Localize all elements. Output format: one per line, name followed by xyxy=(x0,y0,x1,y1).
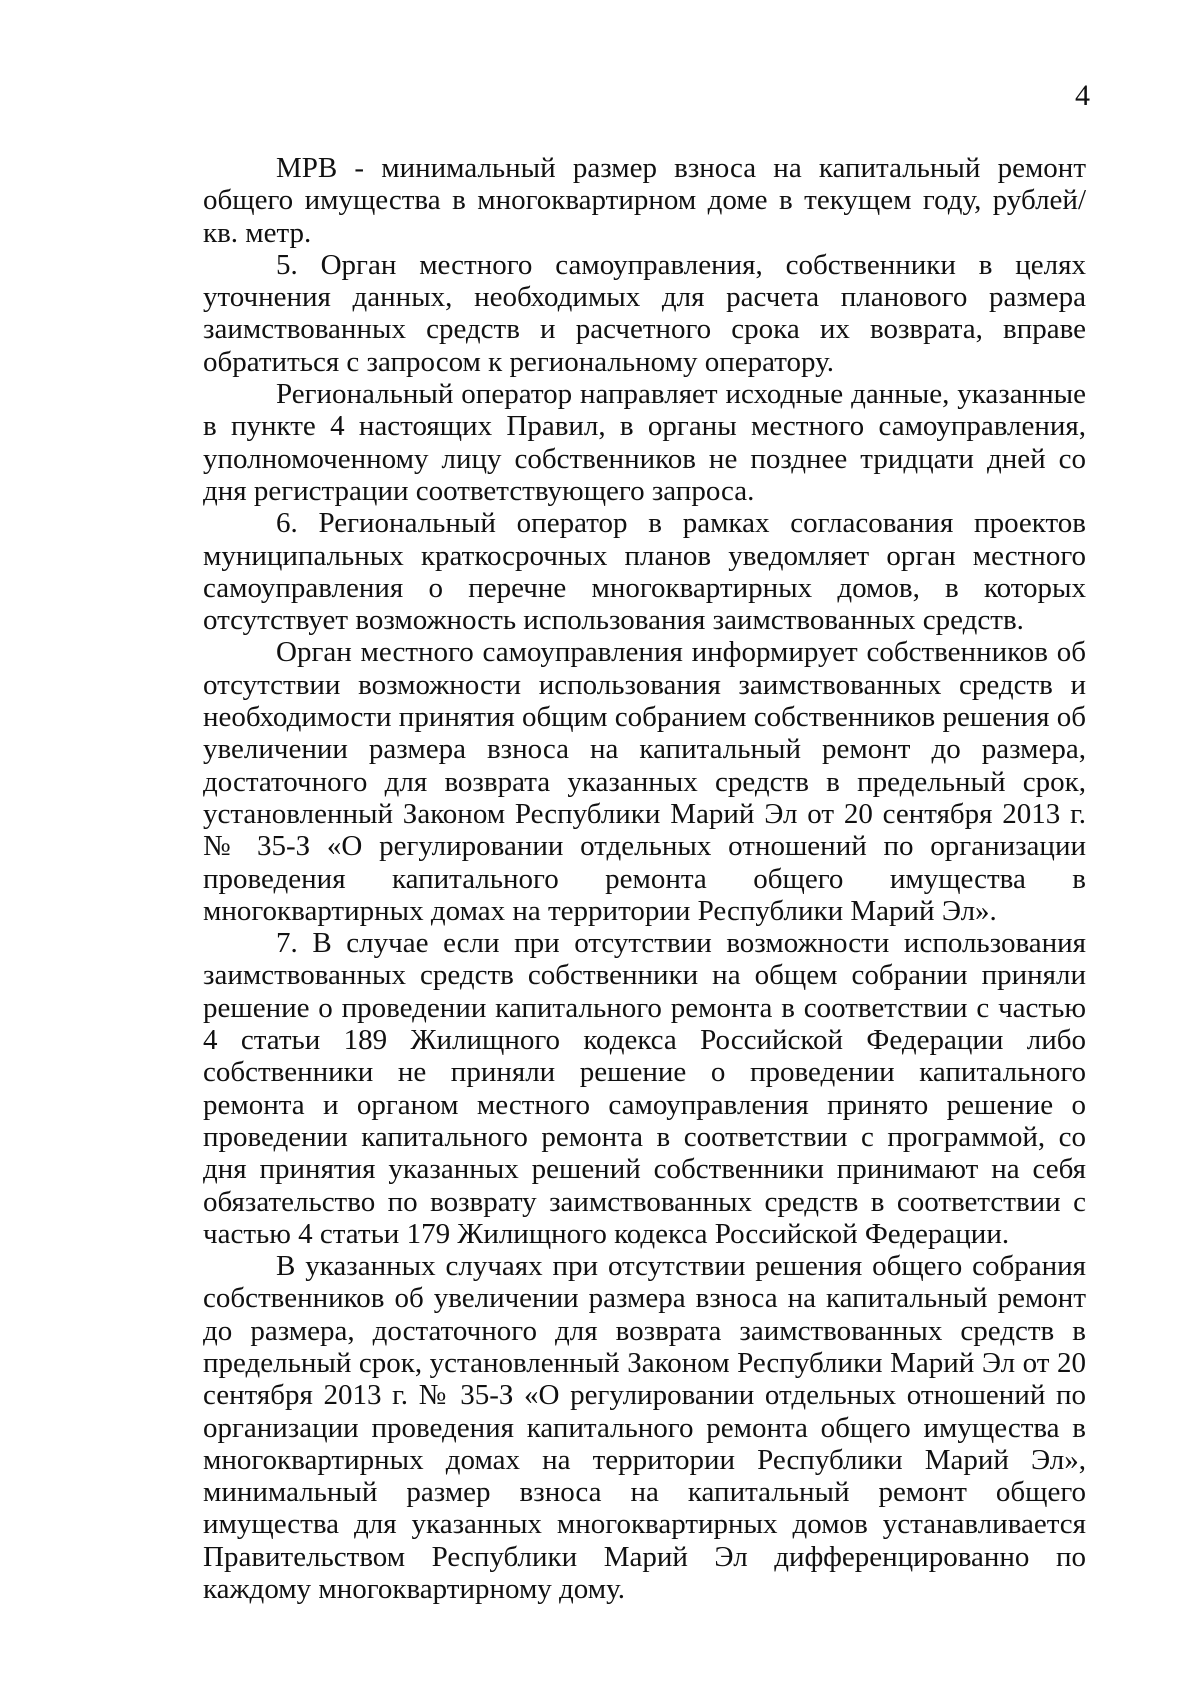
document-body xyxy=(203,152,1086,1605)
paragraph-clause-7: 7. В случае если при отсутствии возможности использования заимствованных средств собственники на общем собрании приняли решение о проведении капитального ремонта в соответствии с частью 4 статьи 189 Жилищного кодекса Российской Федерации либо собственники не приняли решение о проведении капитального ремонта и органом местного самоуправления принято решение о проведении капитального ремонта в соответствии с программой, со дня принятия указанных решений собственники принимают на себя обязательство по возврату заимствованных средств в соответствии с частью 4 статьи 179 Жилищного кодекса Российской Федерации. xyxy=(203,927,1086,1250)
paragraph-mrv-definition: МРВ - минимальный размер взноса на капитальный ремонт общего имущества в многоквартирном доме в текущем году, рублей/кв. метр. xyxy=(203,152,1086,249)
paragraph-minimum-contribution: В указанных случаях при отсутствии решения общего собрания собственников об увеличении размера взноса на капитальный ремонт до размера, достаточного для возврата заимствованных средств в предельный срок, установленный Законом Республики Марий Эл от 20 сентября 2013 г. № 35-З «О регулировании отдельных отношений по организации проведения капитального ремонта общего имущества в многоквартирных домах на территории Республики Марий Эл», минимальный размер взноса на капитальный ремонт общего имущества для указанных многоквартирных домов устанавливается Правительством Республики Марий Эл дифференцированно по каждому многоквартирному дому. xyxy=(203,1250,1086,1606)
paragraph-local-government-notice: Орган местного самоуправления информирует собственников об отсутствии возможности использования заимствованных средств и необходимости принятия общим собранием собственников решения об увеличении размера взноса на капитальный ремонт до размера, достаточного для возврата указанных средств в предельный срок, установленный Законом Республики Марий Эл от 20 сентября 2013 г. № 35-З «О регулировании отдельных отношений по организации проведения капитального ремонта общего имущества в многоквартирных домах на территории Республики Марий Эл». xyxy=(203,636,1086,927)
paragraph-clause-6: 6. Региональный оператор в рамках согласования проектов муниципальных краткосрочных планов уведомляет орган местного самоуправления о перечне многоквартирных домов, в которых отсутствует возможность использования заимствованных средств. xyxy=(203,507,1086,637)
page-number: 4 xyxy=(1075,79,1090,112)
paragraph-clause-5: 5. Орган местного самоуправления, собственники в целях уточнения данных, необходимых для расчета планового размера заимствованных средств и расчетного срока их возврата, вправе обратиться с запросом к региональному оператору. xyxy=(203,248,1086,378)
paragraph-regional-operator-response: Региональный оператор направляет исходные данные, указанные в пункте 4 настоящих Правил, в органы местного самоуправления, уполномоченному лицу собственников не позднее тридцати дней со дня регистрации соответствующего запроса. xyxy=(203,378,1086,507)
